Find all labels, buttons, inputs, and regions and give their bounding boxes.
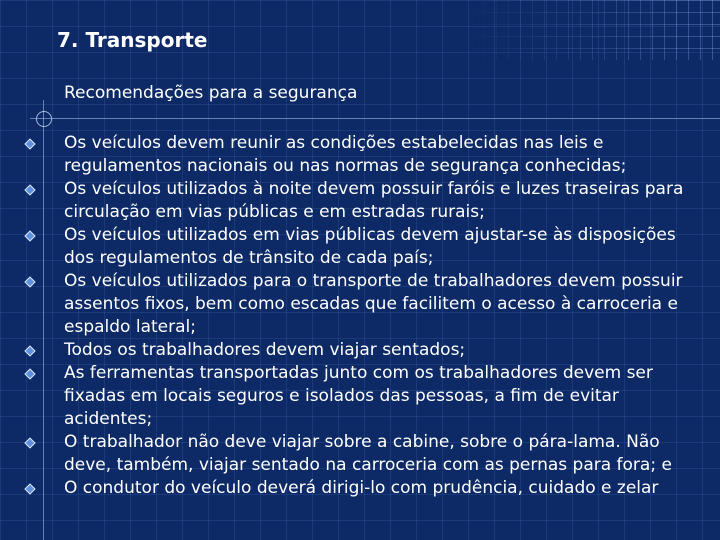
- diamond-bullet-icon: [24, 276, 35, 287]
- bullet-text: O trabalhador não deve viajar sobre a cabine, sobre o pára-lama. Não deve, também, viajar sentado na carroceria com as pernas para fora; e: [64, 432, 672, 475]
- rule-intersection-ring: [36, 111, 52, 127]
- corner-grid-decoration: [460, 0, 720, 60]
- bullet-list: [0, 132, 720, 500]
- bullet-item: [64, 339, 694, 362]
- diamond-bullet-icon: [24, 230, 35, 241]
- diamond-bullet-icon: [24, 138, 35, 149]
- bullet-text: Todos os trabalhadores devem viajar sentados;: [64, 340, 466, 360]
- diamond-bullet-icon: [24, 483, 35, 494]
- slide-subtitle: Recomendações para a segurança: [64, 83, 358, 103]
- bullet-text: As ferramentas transportadas junto com os trabalhadores devem ser fixadas em locais seguros e isolados das pessoas, a fim de evitar acidentes;: [64, 363, 653, 429]
- diamond-bullet-icon: [24, 437, 35, 448]
- horizontal-rule: [30, 118, 720, 119]
- bullet-text: Os veículos utilizados em vias públicas devem ajustar-se às disposições dos regulamentos de trânsito de cada país;: [64, 225, 676, 268]
- diamond-bullet-icon: [24, 368, 35, 379]
- diamond-bullet-icon: [24, 184, 35, 195]
- bullet-item: [64, 178, 694, 224]
- bullet-item: [64, 224, 694, 270]
- diamond-bullet-icon: [24, 345, 35, 356]
- bullet-item: [64, 270, 694, 339]
- bullet-item: [64, 132, 694, 178]
- bullet-text: Os veículos utilizados para o transporte de trabalhadores devem possuir assentos fixos, bem como escadas que facilitem o acesso à carroceria e espaldo lateral;: [64, 271, 683, 337]
- bullet-item: [64, 431, 694, 477]
- bullet-text: Os veículos utilizados à noite devem possuir faróis e luzes traseiras para circulação em vias públicas e em estradas rurais;: [64, 179, 684, 222]
- bullet-text: Os veículos devem reunir as condições estabelecidas nas leis e regulamentos nacionais ou nas normas de segurança conhecidas;: [64, 133, 627, 176]
- bullet-text: O condutor do veículo deverá dirigi-lo com prudência, cuidado e zelar: [64, 478, 659, 498]
- slide-title: 7. Transporte: [57, 28, 208, 52]
- bullet-item: [64, 362, 694, 431]
- bullet-item: [64, 477, 694, 500]
